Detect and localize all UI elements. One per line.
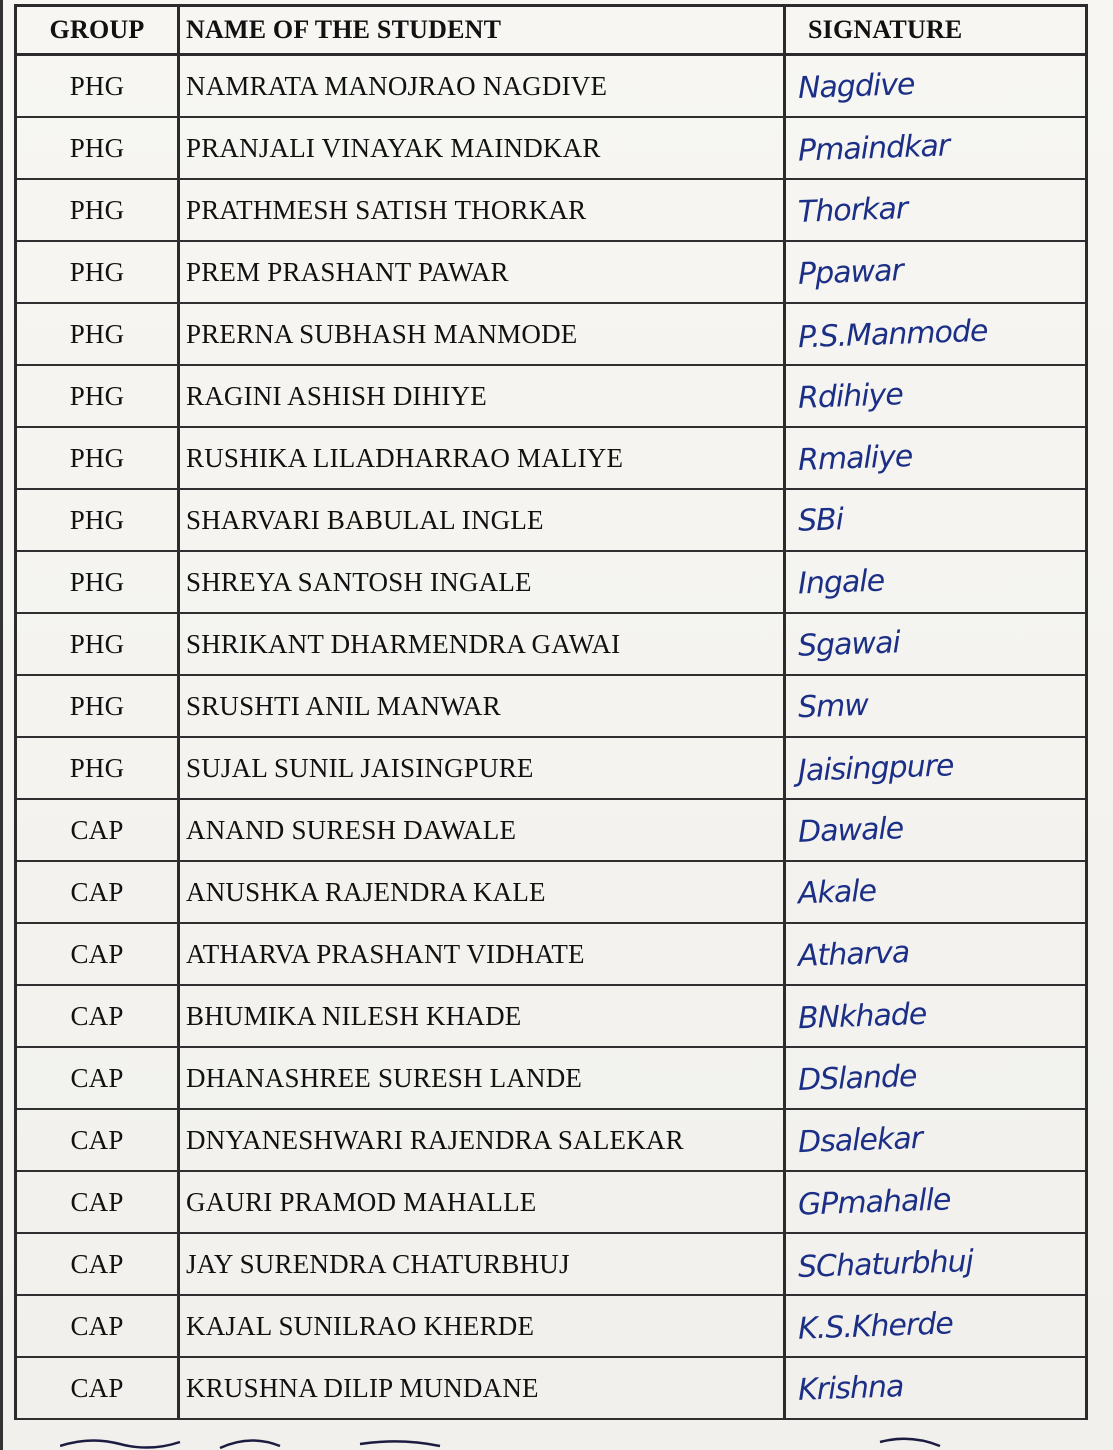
- handwritten-signature: Rdihiye: [797, 376, 904, 416]
- group-cell: CAP: [17, 1172, 180, 1232]
- signature-cell: [786, 738, 1085, 798]
- signature-cell: [786, 1234, 1085, 1294]
- group-cell: CAP: [17, 924, 180, 984]
- student-name-cell: ANAND SURESH DAWALE: [180, 800, 786, 860]
- page-edge-line: [0, 0, 3, 1450]
- signature-cell: [786, 1172, 1085, 1232]
- signature-cell: [786, 552, 1085, 612]
- table-row: [17, 1110, 1085, 1172]
- table-row: [17, 1296, 1085, 1358]
- group-cell: PHG: [17, 428, 180, 488]
- student-name-cell: DHANASHREE SURESH LANDE: [180, 1048, 786, 1108]
- handwritten-signature: Dsalekar: [797, 1120, 923, 1160]
- table-row: [17, 490, 1085, 552]
- group-cell: CAP: [17, 1234, 180, 1294]
- table-row: [17, 738, 1085, 800]
- table-row: [17, 1048, 1085, 1110]
- table-row: [17, 1172, 1085, 1234]
- handwritten-signature: Rmaliye: [797, 438, 913, 478]
- student-name-cell: RUSHIKA LILADHARRAO MALIYE: [180, 428, 786, 488]
- handwritten-signature: DSlande: [797, 1058, 917, 1098]
- signature-cell: [786, 862, 1085, 922]
- signature-cell: [786, 1110, 1085, 1170]
- handwritten-signature: Krishna: [797, 1368, 904, 1408]
- group-cell: PHG: [17, 738, 180, 798]
- group-cell: PHG: [17, 614, 180, 674]
- bottom-handwriting-fragment: [60, 1432, 960, 1450]
- handwritten-signature: Thorkar: [797, 190, 908, 230]
- student-name-cell: NAMRATA MANOJRAO NAGDIVE: [180, 56, 786, 116]
- table-row: [17, 56, 1085, 118]
- table-row: [17, 1358, 1085, 1420]
- group-cell: PHG: [17, 56, 180, 116]
- table-row: [17, 862, 1085, 924]
- table-row: [17, 986, 1085, 1048]
- handwritten-signature: P.S.Manmode: [797, 313, 988, 355]
- handwritten-signature: Akale: [797, 873, 877, 911]
- handwritten-signature: Dawale: [797, 810, 904, 850]
- handwritten-signature: Atharva: [797, 934, 910, 974]
- student-name-cell: SUJAL SUNIL JAISINGPURE: [180, 738, 786, 798]
- table-row: [17, 800, 1085, 862]
- student-name-cell: SHRIKANT DHARMENDRA GAWAI: [180, 614, 786, 674]
- table-row: [17, 552, 1085, 614]
- table-row: [17, 1234, 1085, 1296]
- handwritten-signature: GPmahalle: [797, 1181, 952, 1223]
- signature-cell: [786, 242, 1085, 302]
- group-cell: PHG: [17, 304, 180, 364]
- table-row: [17, 118, 1085, 180]
- student-name-cell: SHREYA SANTOSH INGALE: [180, 552, 786, 612]
- signature-cell: [786, 490, 1085, 550]
- group-cell: PHG: [17, 366, 180, 426]
- student-name-cell: KRUSHNA DILIP MUNDANE: [180, 1358, 786, 1418]
- group-cell: CAP: [17, 1358, 180, 1418]
- handwritten-signature: Jaisingpure: [797, 747, 955, 789]
- handwritten-signature: Nagdive: [797, 66, 916, 106]
- handwritten-signature: Pmaindkar: [797, 127, 950, 169]
- student-name-cell: JAY SURENDRA CHATURBHUJ: [180, 1234, 786, 1294]
- signature-cell: [786, 304, 1085, 364]
- group-cell: PHG: [17, 242, 180, 302]
- group-cell: CAP: [17, 800, 180, 860]
- handwritten-signature: Ingale: [797, 563, 885, 601]
- student-name-cell: GAURI PRAMOD MAHALLE: [180, 1172, 786, 1232]
- group-cell: CAP: [17, 862, 180, 922]
- table-row: [17, 428, 1085, 490]
- group-cell: CAP: [17, 1110, 180, 1170]
- student-name-cell: PRANJALI VINAYAK MAINDKAR: [180, 118, 786, 178]
- header-name: NAME OF THE STUDENT: [180, 7, 786, 53]
- student-name-cell: PREM PRASHANT PAWAR: [180, 242, 786, 302]
- handwritten-signature: Sgawai: [797, 624, 901, 664]
- signature-cell: [786, 1296, 1085, 1356]
- handwritten-signature: Smw: [797, 687, 869, 725]
- signature-cell: [786, 800, 1085, 860]
- student-name-cell: KAJAL SUNILRAO KHERDE: [180, 1296, 786, 1356]
- table-row: [17, 242, 1085, 304]
- student-name-cell: DNYANESHWARI RAJENDRA SALEKAR: [180, 1110, 786, 1170]
- signature-cell: [786, 986, 1085, 1046]
- student-name-cell: PRATHMESH SATISH THORKAR: [180, 180, 786, 240]
- table-row: [17, 614, 1085, 676]
- group-cell: PHG: [17, 180, 180, 240]
- handwritten-signature: SChaturbhuj: [797, 1243, 974, 1285]
- student-name-cell: ATHARVA PRASHANT VIDHATE: [180, 924, 786, 984]
- student-name-cell: PRERNA SUBHASH MANMODE: [180, 304, 786, 364]
- table-row: [17, 924, 1085, 986]
- table-row: [17, 366, 1085, 428]
- group-cell: PHG: [17, 490, 180, 550]
- group-cell: CAP: [17, 1048, 180, 1108]
- signature-cell: [786, 180, 1085, 240]
- student-name-cell: ANUSHKA RAJENDRA KALE: [180, 862, 786, 922]
- signature-cell: [786, 366, 1085, 426]
- signature-cell: [786, 924, 1085, 984]
- signature-cell: [786, 1048, 1085, 1108]
- signature-cell: [786, 56, 1085, 116]
- group-cell: PHG: [17, 118, 180, 178]
- student-signature-table: [14, 4, 1088, 1420]
- table-header-row: [17, 7, 1085, 56]
- signature-cell: [786, 614, 1085, 674]
- signature-cell: [786, 1358, 1085, 1418]
- group-cell: PHG: [17, 676, 180, 736]
- table-row: [17, 676, 1085, 738]
- group-cell: PHG: [17, 552, 180, 612]
- signature-cell: [786, 118, 1085, 178]
- handwritten-signature: Ppawar: [797, 252, 904, 292]
- table-row: [17, 304, 1085, 366]
- signature-cell: [786, 676, 1085, 736]
- student-name-cell: SRUSHTI ANIL MANWAR: [180, 676, 786, 736]
- header-group: GROUP: [17, 7, 180, 53]
- table-body: [17, 56, 1085, 1420]
- handwritten-signature: SBi: [797, 501, 844, 539]
- group-cell: CAP: [17, 986, 180, 1046]
- student-name-cell: BHUMIKA NILESH KHADE: [180, 986, 786, 1046]
- handwritten-signature: K.S.Kherde: [797, 1305, 954, 1347]
- student-name-cell: RAGINI ASHISH DIHIYE: [180, 366, 786, 426]
- header-signature: SIGNATURE: [808, 15, 963, 44]
- group-cell: CAP: [17, 1296, 180, 1356]
- handwritten-signature: BNkhade: [797, 996, 927, 1036]
- student-name-cell: SHARVARI BABULAL INGLE: [180, 490, 786, 550]
- table-row: [17, 180, 1085, 242]
- signature-cell: [786, 428, 1085, 488]
